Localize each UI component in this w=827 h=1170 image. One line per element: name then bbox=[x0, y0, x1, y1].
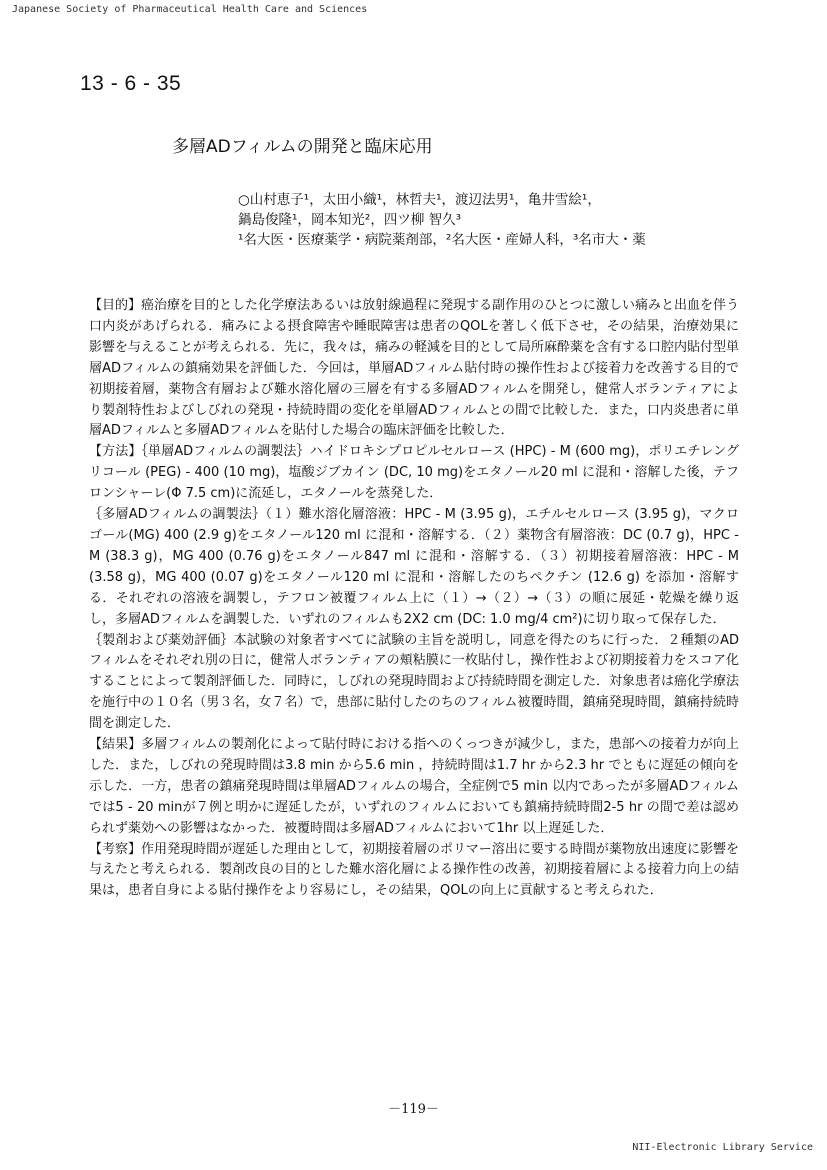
paragraph-discussion: 【考察】作用発現時間が遅延した理由として，初期接着層のポリマー溶出に要する時間が薬物放出速度に影響を与えたと考えられる．製剤改良の目的とした難水溶化層による操作性の改善，初期接着層による接着力向上の結果は，患者自身による貼付操作をより容易にし，その結果，QOLの向上に貢献すると考えられた． bbox=[89, 841, 740, 899]
author-line-1: ○山村恵子¹，太田小織¹，林哲夫¹，渡辺法男¹，亀井雪絵¹， bbox=[238, 192, 601, 208]
page-number: －119－ bbox=[388, 1102, 439, 1117]
library-footer: NII-Electronic Library Service bbox=[632, 1142, 813, 1153]
paper-title: 多層ADフィルムの開発と臨床応用 bbox=[172, 137, 433, 157]
author-block bbox=[238, 190, 646, 250]
paragraph-multilayer-prep: ｛多層ADフィルムの調製法｝（１）難水溶化層溶液：HPC - M (3.95 g)，エチルセルロース (3.95 g)，マクロゴール(MG) 400 (2.9 g)をエタノール120 ml に混和・溶解する．（２）薬物含有層溶液：DC (0.7 g)，HPC - M (38.3 g)，MG 400 (0.76 g)をエタノール847 ml に混和・溶解する．（３）初期接着層溶液：HPC - M (3.58 g)，MG 400 (0.07 g)をエタノール120 ml に混和・溶解したのちペクチン (12.6 g) を添加・溶解する．それぞれの溶液を調製し，テフロン被覆フィルム上に（１）→（２）→（３）の順に展延・乾燥を繰り返し，多層ADフィルムを調製した．いずれのフィルムも2X2 cm (DC: 1.0 mg/4 cm²)に切り取って保存した． bbox=[89, 507, 739, 627]
author-line-2: 鍋島俊隆¹，岡本知光²，四ツ柳 智久³ bbox=[238, 212, 462, 228]
paragraph-methods: 【方法】｛単層ADフィルムの調製法｝ハイドロキシプロピルセルロース (HPC) - M (600 mg)，ポリエチレングリコール (PEG) - 400 (10 mg)，塩酸ジブカイン (DC, 10 mg)をエタノール20 ml に混和・溶解した後，テフロンシャーレ(Φ 7.5 cm)に流延し，エタノールを蒸発した． bbox=[89, 444, 739, 502]
abstract-body bbox=[89, 296, 739, 902]
abstract-code: 13 - 6 - 35 bbox=[80, 72, 182, 95]
society-header: Japanese Society of Pharmaceutical Health Care and Sciences bbox=[12, 4, 368, 15]
affiliation-line: ¹名大医・医療薬学・病院薬剤部，²名大医・産婦人科，³名市大・薬 bbox=[238, 232, 646, 248]
paragraph-evaluation: ｛製剤および薬効評価｝本試験の対象者すべてに試験の主旨を説明し，同意を得たのちに行った．２種類のADフィルムをそれぞれ別の日に，健常人ボランティアの頬粘膜に一枚貼付し，操作性および初期接着力をスコア化することによって製剤評価した．同時に，しびれの発現時間および持続時間を測定した．対象患者は癌化学療法を施行中の１０名（男３名，女７名）で，患部に貼付したのちのフィルム被覆時間，鎮痛発現時間，鎮痛持続時間を測定した． bbox=[89, 632, 740, 732]
paragraph-results: 【結果】多層フィルムの製剤化によって貼付時における指へのくっつきが減少し，また，患部への接着力が向上した．また，しびれの発現時間は3.8 min から5.6 min ，持続時間は1.7 hr から2.3 hr でともに遅延の傾向を示した．一方，患者の鎮痛発現時間は単層ADフィルムの場合，全症例で5 min 以内であったが多層ADフィルムでは5 - 20 minが７例と明かに遅延したが，いずれのフィルムにおいても鎮痛持続時間2-5 hr の間で差は認められず薬効への影響はなかった．被覆時間は多層ADフィルムにおいて1hr 以上遅延した． bbox=[89, 737, 739, 836]
paragraph-purpose: 【目的】癌治療を目的とした化学療法あるいは放射線過程に発現する副作用のひとつに激しい痛みと出血を伴う口内炎があげられる．痛みによる摂食障害や睡眠障害は患者のQOLを著しく低下させ，その結果，治療効果に影響を与えることが考えられる．先に，我々は，痛みの軽減を目的として局所麻酔薬を含有する口腔内貼付型単層ADフィルムの鎮痛効果を評価した．今回は，単層ADフィルム貼付時の操作性および接着力を改善する目的で初期接着層，薬物含有層および難水溶化層の三層を有する多層ADフィルムを開発し，健常人ボランティアにより製剤特性およびしびれの発現・持続時間の変化を単層ADフィルムとの間で比較した．また，口内炎患者に単層ADフィルムと多層ADフィルムを貼付した場合の臨床評価を比較した． bbox=[89, 298, 740, 439]
